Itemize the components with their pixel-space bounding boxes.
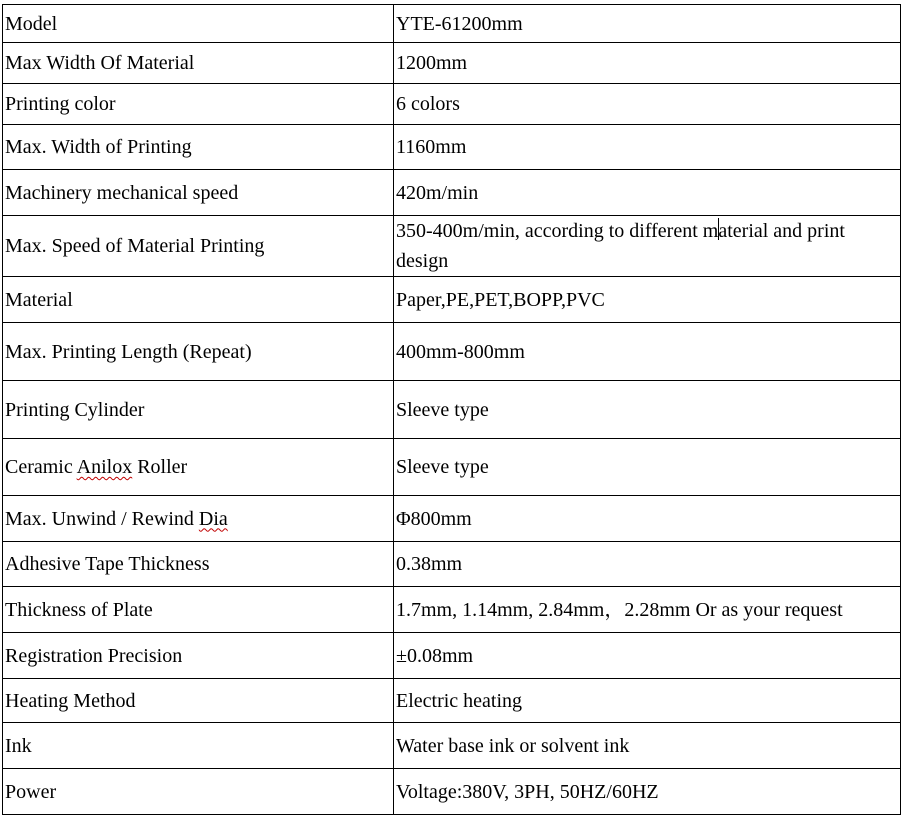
spec-label: Model bbox=[3, 5, 394, 43]
spec-value: ±0.08mm bbox=[394, 633, 901, 679]
spec-value: Sleeve type bbox=[394, 381, 901, 439]
table-row bbox=[3, 277, 901, 323]
spec-label: Heating Method bbox=[3, 679, 394, 723]
spec-value: Paper,PE,PET,BOPP,PVC bbox=[394, 277, 901, 323]
table-row bbox=[3, 216, 901, 277]
spec-value: 1200mm bbox=[394, 43, 901, 84]
spec-label: Ink bbox=[3, 723, 394, 769]
spec-label: Registration Precision bbox=[3, 633, 394, 679]
spec-label-text: Ceramic bbox=[5, 456, 77, 478]
spec-label: Max Width Of Material bbox=[3, 43, 394, 84]
spec-label-text: Max. Unwind / Rewind bbox=[5, 507, 199, 530]
table-row bbox=[3, 84, 901, 125]
spec-label-text: Roller bbox=[132, 456, 188, 478]
table-row bbox=[3, 43, 901, 84]
spec-value[interactable] bbox=[394, 216, 901, 277]
table-row bbox=[3, 587, 901, 633]
spec-label bbox=[3, 496, 394, 542]
spec-label: Machinery mechanical speed bbox=[3, 170, 394, 216]
spec-value: Water base ink or solvent ink bbox=[394, 723, 901, 769]
spec-value-text: aterial and print design bbox=[396, 220, 845, 272]
spec-value: Electric heating bbox=[394, 679, 901, 723]
table-row bbox=[3, 769, 901, 815]
table-row bbox=[3, 5, 901, 43]
spec-label: Adhesive Tape Thickness bbox=[3, 542, 394, 587]
spec-table bbox=[2, 4, 901, 815]
spec-label: Printing color bbox=[3, 84, 394, 125]
spec-label: Max. Width of Printing bbox=[3, 125, 394, 170]
spellcheck-word: Dia bbox=[198, 507, 228, 530]
table-row bbox=[3, 170, 901, 216]
spec-label: Max. Speed of Material Printing bbox=[3, 216, 394, 277]
spec-label: Printing Cylinder bbox=[3, 381, 394, 439]
spec-value: 1160mm bbox=[394, 125, 901, 170]
spec-label bbox=[3, 439, 394, 496]
spec-value: 420m/min bbox=[394, 170, 901, 216]
table-row bbox=[3, 125, 901, 170]
table-row bbox=[3, 496, 901, 542]
spec-value: Φ800mm bbox=[394, 496, 901, 542]
spec-label: Power bbox=[3, 769, 394, 815]
spec-value: 0.38mm bbox=[394, 542, 901, 587]
table-row bbox=[3, 633, 901, 679]
spec-label: Thickness of Plate bbox=[3, 587, 394, 633]
spec-value: 1.7mm, 1.14mm, 2.84mm，2.28mm Or as your request bbox=[394, 587, 901, 633]
table-row bbox=[3, 723, 901, 769]
spec-label: Max. Printing Length (Repeat) bbox=[3, 323, 394, 381]
spellcheck-word: Anilox bbox=[76, 456, 133, 478]
spec-value: Sleeve type bbox=[394, 439, 901, 496]
spec-label: Material bbox=[3, 277, 394, 323]
table-row bbox=[3, 439, 901, 496]
table-row bbox=[3, 381, 901, 439]
spec-value: 6 colors bbox=[394, 84, 901, 125]
spec-value-text: 350-400m/min, according to different m bbox=[396, 220, 719, 242]
table-row bbox=[3, 679, 901, 723]
table-row bbox=[3, 542, 901, 587]
spec-value: Voltage:380V, 3PH, 50HZ/60HZ bbox=[394, 769, 901, 815]
spec-value: YTE-61200mm bbox=[394, 5, 901, 43]
table-row bbox=[3, 323, 901, 381]
spec-value: 400mm-800mm bbox=[394, 323, 901, 381]
